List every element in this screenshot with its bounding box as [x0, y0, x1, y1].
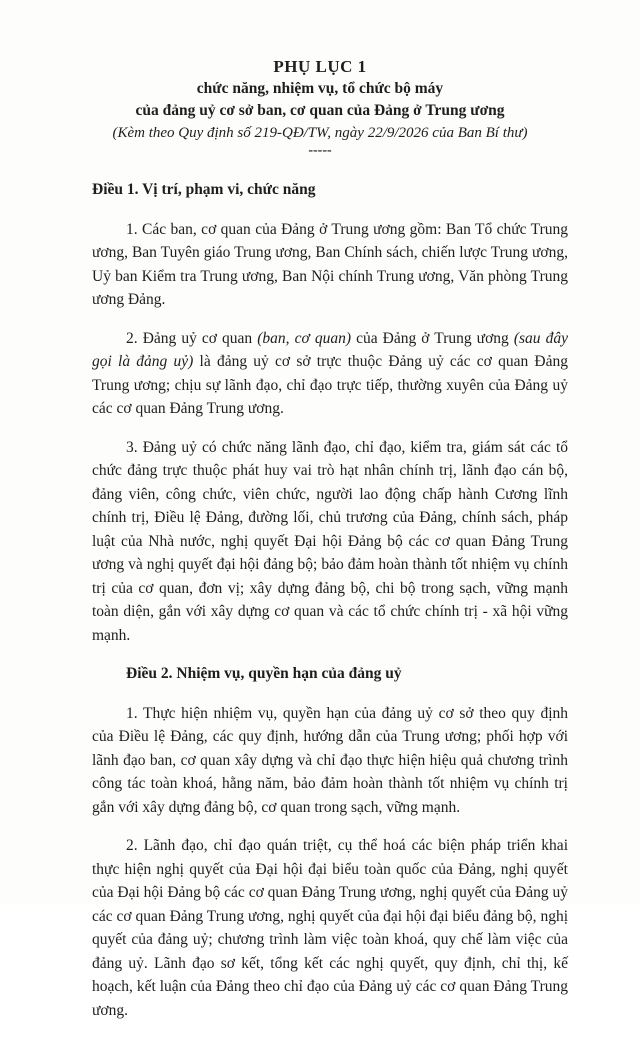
header-separator: ----- [308, 143, 332, 158]
article-1-paragraph-1: 1. Các ban, cơ quan của Đảng ở Trung ương gồm: Ban Tổ chức Trung ương, Ban Tuyên giáo Trung ương, Ban Chính sách, chiến lược Trung ương, Uỷ ban Kiểm tra Trung ương, Ban Nội chính Trung ương, Văn phòng Trung ương Đảng. [92, 220, 568, 308]
article-1-paragraph-2-part-a: 2. Đảng uỷ cơ quan [126, 329, 258, 347]
article-2-paragraph-1: 1. Thực hiện nhiệm vụ, quyền hạn của đảng uỷ cơ sở theo quy định của Điều lệ Đảng, các quy định, hướng dẫn của Trung ương; phối hợp với lãnh đạo ban, cơ quan xây dựng và chỉ đạo thực hiện hiệu quả chương trình công tác toàn khoá, hằng năm, bảo đảm hoàn thành tốt nhiệm vụ chính trị gắn với xây dựng đảng bộ, cơ quan trong sạch, vững mạnh. [92, 704, 568, 816]
article-1-paragraph-2-part-c: của Đảng ở Trung ương [351, 329, 514, 347]
article-1-paragraph-2-part-b: (ban, cơ quan) [257, 329, 351, 347]
article-1-paragraph-2-part-d: (sau đây gọi là đảng uỷ) [92, 329, 569, 370]
appendix-reference: (Kèm theo Quy định số 219-QĐ/TW, ngày 22/9/2026 của Ban Bí thư) [112, 125, 528, 141]
article-2-paragraph-2: 2. Lãnh đạo, chỉ đạo quán triệt, cụ thể hoá các biện pháp triển khai thực hiện nghị quyết của Đại hội đại biểu toàn quốc của Đảng, nghị quyết của Đại hội Đảng bộ các cơ quan Đảng Trung ương, nghị quyết của Đảng uỷ các cơ quan Đảng Trung ương, nghị quyết của đại hội đại biểu đảng bộ, nghị quyết của đảng uỷ; chương trình làm việc toàn khoá, quy chế làm việc của đảng uỷ. Lãnh đạo sơ kết, tổng kết các nghị quyết, quy định, chỉ thị, kế hoạch, kết luận của Đảng theo chỉ đạo của Đảng uỷ các cơ quan Đảng Trung ương. [92, 837, 568, 1019]
article-1-paragraph-3: 3. Đảng uỷ có chức năng lãnh đạo, chỉ đạo, kiểm tra, giám sát các tổ chức đảng trực thuộc phát huy vai trò hạt nhân chính trị, lãnh đạo cán bộ, đảng viên, công chức, viên chức, người lao động chấp hành Cương lĩnh chính trị, Điều lệ Đảng, đường lối, chủ trương của Đảng, chính sách, pháp luật của Nhà nước, nghị quyết Đại hội Đảng bộ các cơ quan Đảng Trung ương và nghị quyết đại hội đảng bộ; bảo đảm hoàn thành tốt nhiệm vụ chính trị của cơ quan, đơn vị; xây dựng đảng bộ, chi bộ trong sạch, vững mạnh toàn diện, gắn với xây dựng cơ quan và các tổ chức chính trị - xã hội vững mạnh. [92, 438, 568, 644]
appendix-title: PHỤ LỤC 1 [273, 57, 367, 76]
appendix-subtitle-line-2: của đảng uỷ cơ sở ban, cơ quan của Đảng ở Trung ương [135, 102, 505, 119]
article-2-heading: Điều 2. Nhiệm vụ, quyền hạn của đảng uỷ [126, 665, 402, 682]
appendix-subtitle-line-1: chức năng, nhiệm vụ, tổ chức bộ máy [196, 80, 444, 97]
article-1-paragraph-2-part-e: là đảng uỷ cơ sở trực thuộc Đảng uỷ các cơ quan Đảng Trung ương; chịu sự lãnh đạo, chỉ đạo trực tiếp, thường xuyên của Đảng uỷ các cơ quan Đảng Trung ương. [92, 353, 569, 417]
article-1-paragraph-2 [92, 327, 568, 421]
article-1-heading: Điều 1. Vị trí, phạm vi, chức năng [92, 181, 316, 198]
document-body [92, 178, 568, 1037]
document-header [0, 56, 640, 158]
